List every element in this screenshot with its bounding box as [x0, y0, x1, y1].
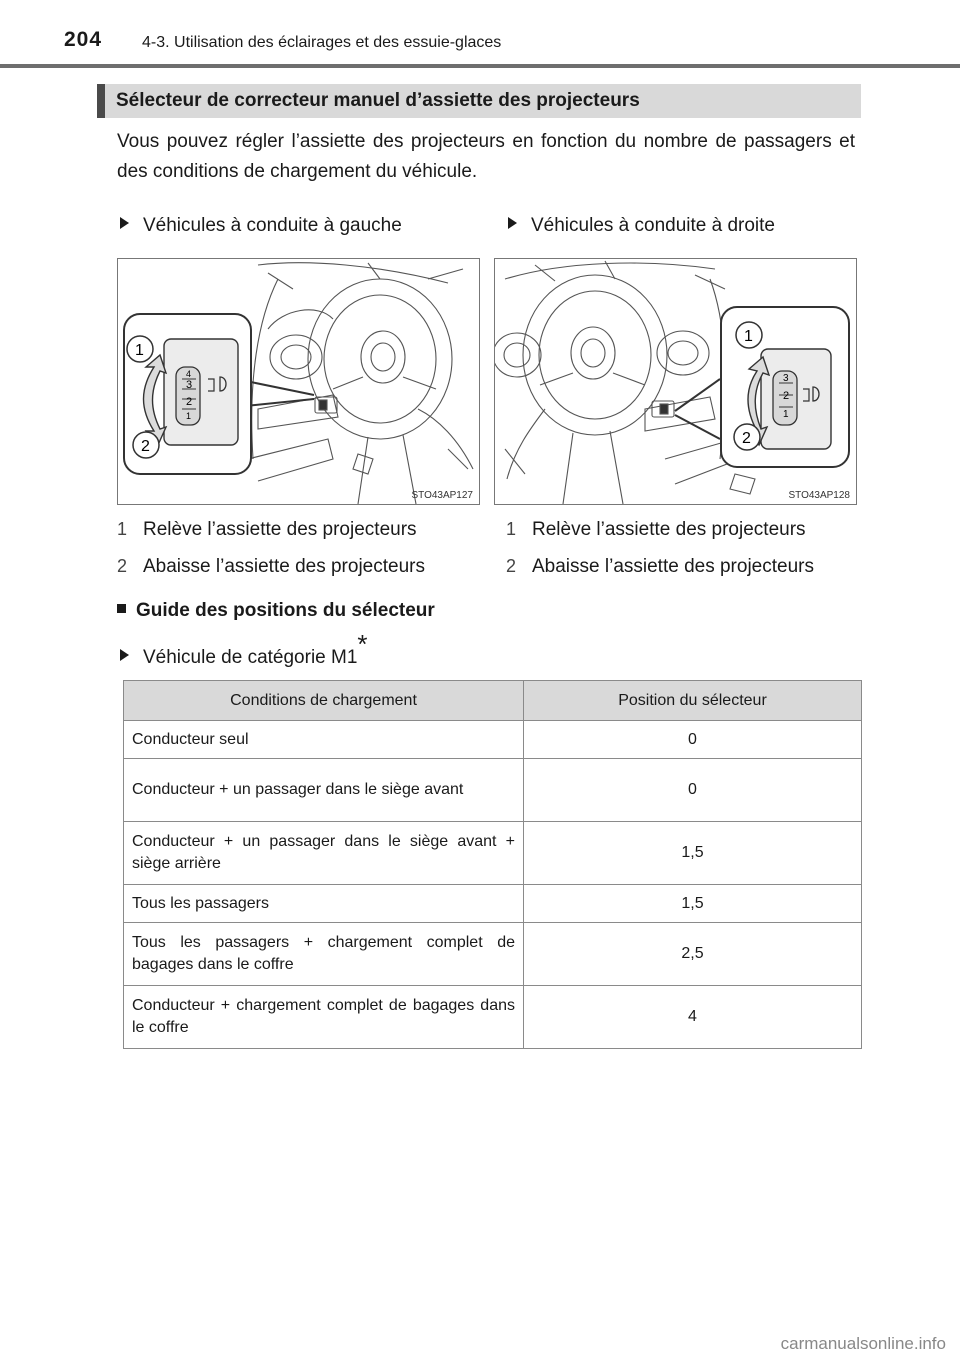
dashboard-drawing-left	[118, 259, 479, 504]
caption-number: 1	[116, 519, 127, 539]
condition-cell: Conducteur + un passager dans le siège avant	[124, 759, 524, 822]
table-row	[124, 885, 862, 923]
section-title: Sélecteur de correcteur manuel d’assiette des projecteurs	[116, 90, 640, 111]
position-cell: 1,5	[524, 885, 862, 923]
position-cell: 0	[524, 721, 862, 759]
triangle-bullet-icon	[120, 649, 129, 661]
triangle-bullet-icon	[508, 217, 517, 229]
chapter-title: 4-3. Utilisation des éclairages et des essuie-glaces	[142, 34, 502, 51]
intro-paragraph: Vous pouvez régler l’assiette des projecteurs en fonction du nombre de passagers et des conditions de chargement du véhicule.	[117, 131, 855, 182]
dial-number-3: 3	[186, 379, 193, 391]
table-row	[124, 822, 862, 885]
guide-title: Guide des positions du sélecteur	[136, 600, 435, 621]
right-caption-2	[502, 555, 814, 578]
header-rule	[0, 64, 960, 68]
dial-number-4: 4	[186, 369, 192, 379]
vehicle-category-heading	[120, 629, 368, 670]
dial-number-2: 2	[783, 390, 790, 402]
callout-2: 2	[742, 430, 751, 447]
condition-cell: Conducteur + chargement complet de bagages dans le coffre	[124, 986, 524, 1049]
loading-positions-table	[123, 680, 862, 1049]
asterisk: *	[357, 629, 368, 659]
left-drive-illustration	[117, 258, 480, 505]
left-drive-label: Véhicules à conduite à gauche	[143, 215, 402, 236]
table-header-row	[124, 681, 862, 721]
guide-heading	[117, 600, 435, 622]
table-row	[124, 721, 862, 759]
callout-1: 1	[744, 328, 753, 345]
dial-number-1: 1	[186, 411, 192, 421]
condition-cell: Conducteur + un passager dans le siège avant + siège arrière	[124, 822, 524, 885]
caption-text: Relève l’assiette des projecteurs	[532, 519, 806, 540]
position-cell: 0	[524, 759, 862, 822]
right-drive-label: Véhicules à conduite à droite	[531, 215, 775, 236]
position-cell: 4	[524, 986, 862, 1049]
condition-cell: Tous les passagers	[124, 885, 524, 923]
table-row	[124, 759, 862, 822]
caption-number: 1	[505, 519, 516, 539]
table-row	[124, 923, 862, 986]
vehicle-category-label: Véhicule de catégorie M1	[143, 647, 358, 668]
image-code-left: STO43AP127	[411, 490, 473, 501]
callout-2: 2	[141, 438, 150, 455]
caption-text: Abaisse l’assiette des projecteurs	[143, 556, 425, 577]
dial-number-3: 3	[783, 373, 789, 384]
caption-text: Abaisse l’assiette des projecteurs	[532, 556, 814, 577]
caption-text: Relève l’assiette des projecteurs	[143, 519, 417, 540]
left-drive-heading	[120, 215, 402, 237]
column-header-position: Position du sélecteur	[524, 681, 862, 721]
triangle-bullet-icon	[120, 217, 129, 229]
caption-number: 2	[505, 556, 516, 576]
table-row	[124, 986, 862, 1049]
right-drive-illustration	[494, 258, 857, 505]
right-caption-1	[502, 518, 806, 541]
image-code-right: STO43AP128	[788, 490, 850, 501]
page-number: 204	[64, 28, 103, 51]
dial-number-1: 1	[783, 409, 789, 420]
condition-cell: Tous les passagers + chargement complet de bagages dans le coffre	[124, 923, 524, 986]
condition-cell: Conducteur seul	[124, 721, 524, 759]
left-caption-1	[113, 518, 417, 541]
dial-number-2: 2	[186, 396, 193, 408]
section-title-bar	[97, 84, 861, 118]
square-bullet-icon	[117, 604, 126, 613]
caption-number: 2	[116, 556, 127, 576]
position-cell: 1,5	[524, 822, 862, 885]
dashboard-drawing-right	[495, 259, 856, 504]
right-drive-heading	[508, 215, 775, 237]
callout-1: 1	[135, 342, 144, 359]
column-header-conditions: Conditions de chargement	[124, 681, 524, 721]
section-accent	[97, 84, 105, 118]
position-cell: 2,5	[524, 923, 862, 986]
watermark[interactable]: carmanualsonline.info	[780, 1334, 946, 1353]
left-caption-2	[113, 555, 425, 578]
